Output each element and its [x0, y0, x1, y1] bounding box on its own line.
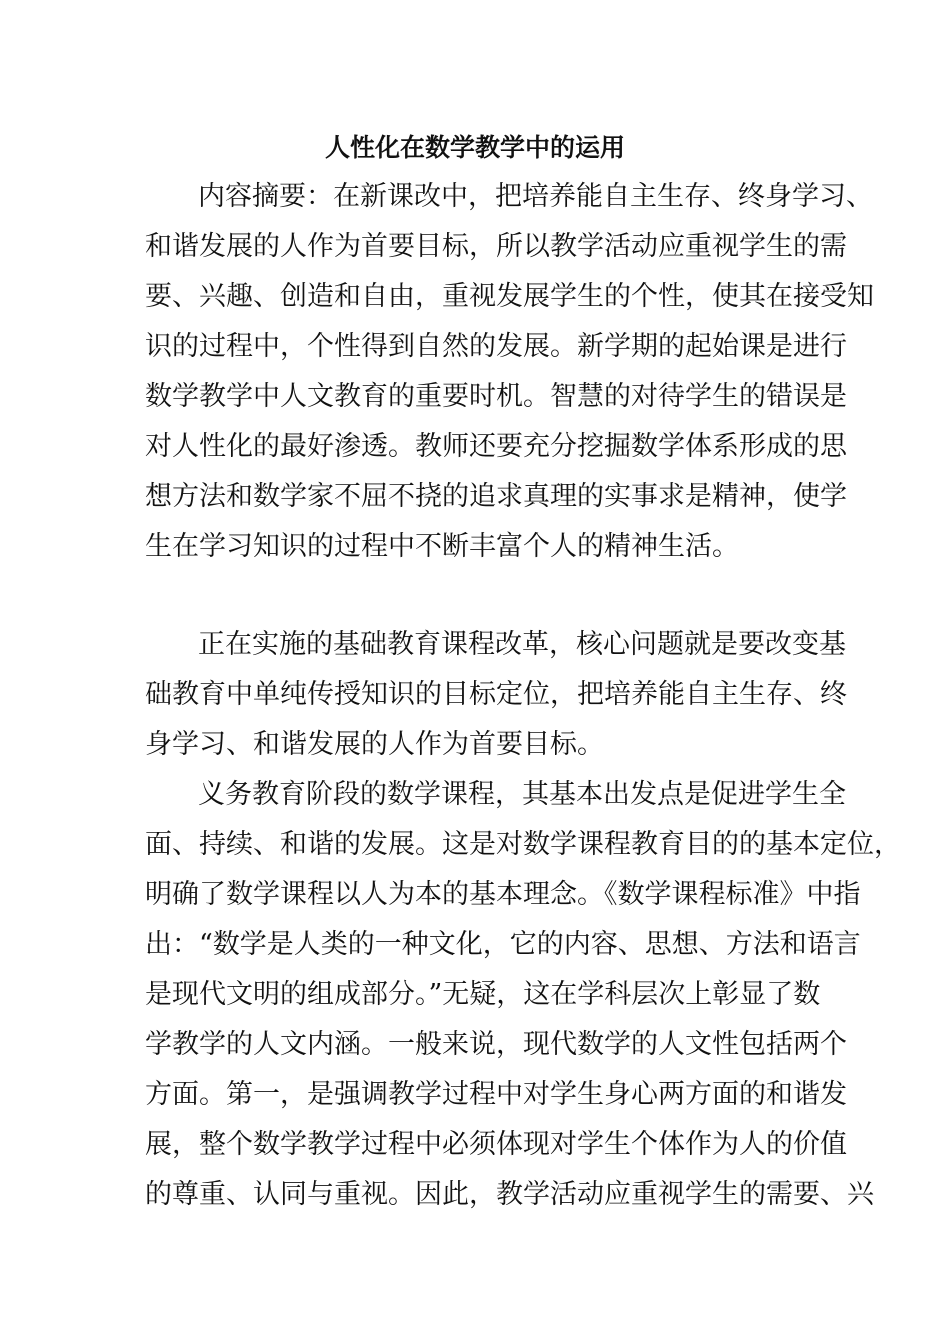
- paragraph-line: 础教育中单纯传授知识的目标定位，把培养能自主生存、终: [145, 679, 847, 710]
- paragraph-line: 展，整个数学教学过程中必须体现对学生个体作为人的价值: [145, 1129, 847, 1160]
- abstract-line: 识的过程中，个性得到自然的发展。新学期的起始课是进行: [145, 331, 847, 362]
- paragraph-line: 明确了数学课程以人为本的基本理念。《数学课程标准》中指: [145, 879, 861, 910]
- paragraph-line: 方面。第一，是强调教学过程中对学生身心两方面的和谐发: [145, 1079, 847, 1110]
- abstract-line: 想方法和数学家不屈不挠的追求真理的实事求是精神，使学: [145, 481, 847, 512]
- paragraph-line: 是现代文明的组成部分。”无疑，这在学科层次上彰显了数: [145, 979, 821, 1010]
- paragraph-line: 身学习、和谐发展的人作为首要目标。: [145, 729, 604, 760]
- abstract-line: 对人性化的最好渗透。教师还要充分挖掘数学体系形成的思: [145, 431, 847, 462]
- paragraph-line: 出：“数学是人类的一种文化，它的内容、思想、方法和语言: [145, 929, 861, 960]
- document-title: 人性化在数学教学中的运用: [324, 133, 625, 162]
- paragraph-line: 正在实施的基础教育课程改革，核心问题就是要改变基: [198, 629, 846, 660]
- paragraph-line: 义务教育阶段的数学课程，其基本出发点是促进学生全: [198, 779, 846, 810]
- abstract-line: 数学教学中人文教育的重要时机。智慧的对待学生的错误是: [145, 381, 847, 412]
- abstract-line: 要、兴趣、创造和自由，重视发展学生的个性，使其在接受知: [145, 281, 874, 312]
- paragraph-line: 面、持续、和谐的发展。这是对数学课程教育目的的基本定位，: [145, 829, 901, 860]
- paragraph-line: 的尊重、认同与重视。因此，教学活动应重视学生的需要、兴: [145, 1179, 874, 1210]
- abstract-line: 和谐发展的人作为首要目标，所以教学活动应重视学生的需: [145, 231, 847, 262]
- abstract-line: 内容摘要：在新课改中，把培养能自主生存、终身学习、: [198, 181, 873, 212]
- paragraph-line: 学教学的人文内涵。一般来说，现代数学的人文性包括两个: [145, 1029, 847, 1060]
- abstract-line: 生在学习知识的过程中不断丰富个人的精神生活。: [145, 531, 739, 562]
